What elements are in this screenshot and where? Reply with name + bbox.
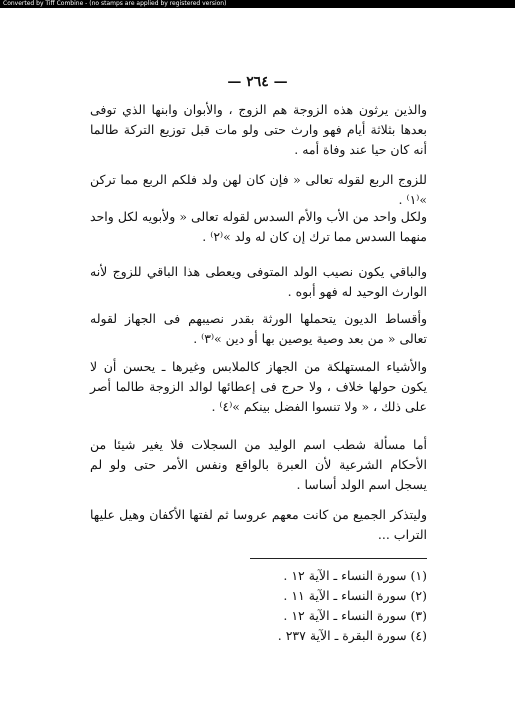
footnote: (٣) سورة النساء ـ الآية ١٢ . <box>283 608 427 623</box>
paragraph: أما مسألة شطب اسم الوليد من السجلات فلا يغير شيئا من الأحكام الشرعية لأن العبرة بالواقع ونفس الأمر حتى ولو لم يسجل اسم الولد أساسا . <box>90 437 427 492</box>
paragraph: ولكل واحد من الأب والأم السدس لقوله تعالى « ولأبويه لكل واحد منهما السدس مما ترك إن كان له ولد »⁽٢⁾ . <box>90 209 427 244</box>
paragraph: وأقساط الديون يتحملها الورثة بقدر نصيبهم فى الجهاز لقوله تعالى « من بعد وصية يوصين بها أو دين »⁽٣⁾ . <box>90 311 427 346</box>
footnote-divider <box>250 558 427 559</box>
footnote: (١) سورة النساء ـ الآية ١٢ . <box>283 568 427 583</box>
paragraph: للزوج الربع لقوله تعالى « فإن كان لهن ولد فلكم الربع مما تركن »⁽١⁾ . <box>90 172 427 207</box>
paragraph: والباقي يكون نصيب الولد المتوفى ويعطى هذا الباقي للزوج لأنه الوارث الوحيد له فهو أبوه . <box>90 264 427 299</box>
footnote: (٤) سورة البقرة ـ الآية ٢٣٧ . <box>277 628 427 643</box>
paragraph: وليتذكر الجميع من كانت معهم عروسا ثم لفتها الأكفان وهيل عليها التراب ... <box>90 507 427 542</box>
paragraph: والذين يرثون هذه الزوجة هم الزوج ، والأبوان وابنها الذي توفى بعدها بثلاثة أيام فهو وارث حتى ولو مات قبل توزيع التركة طالما أنه كان حيا عند وفاة أمه . <box>90 102 427 157</box>
converter-banner: Converted by Tiff Combine - (no stamps are applied by registered version) <box>0 0 515 8</box>
footnote: (٢) سورة النساء ـ الآية ١١ . <box>283 588 427 603</box>
paragraph: والأشياء المستهلكة من الجهاز كالملابس وغيرها ـ يحسن أن لا يكون حولها خلاف ، ولا حرج فى إعطائها لوالد الزوجة طالما أصر على ذلك ، « ولا تنسوا الفضل بينكم »⁽٤⁾ . <box>90 359 427 414</box>
footnotes-list <box>250 566 427 646</box>
page-number: — ٢٦٤ — <box>227 74 288 90</box>
